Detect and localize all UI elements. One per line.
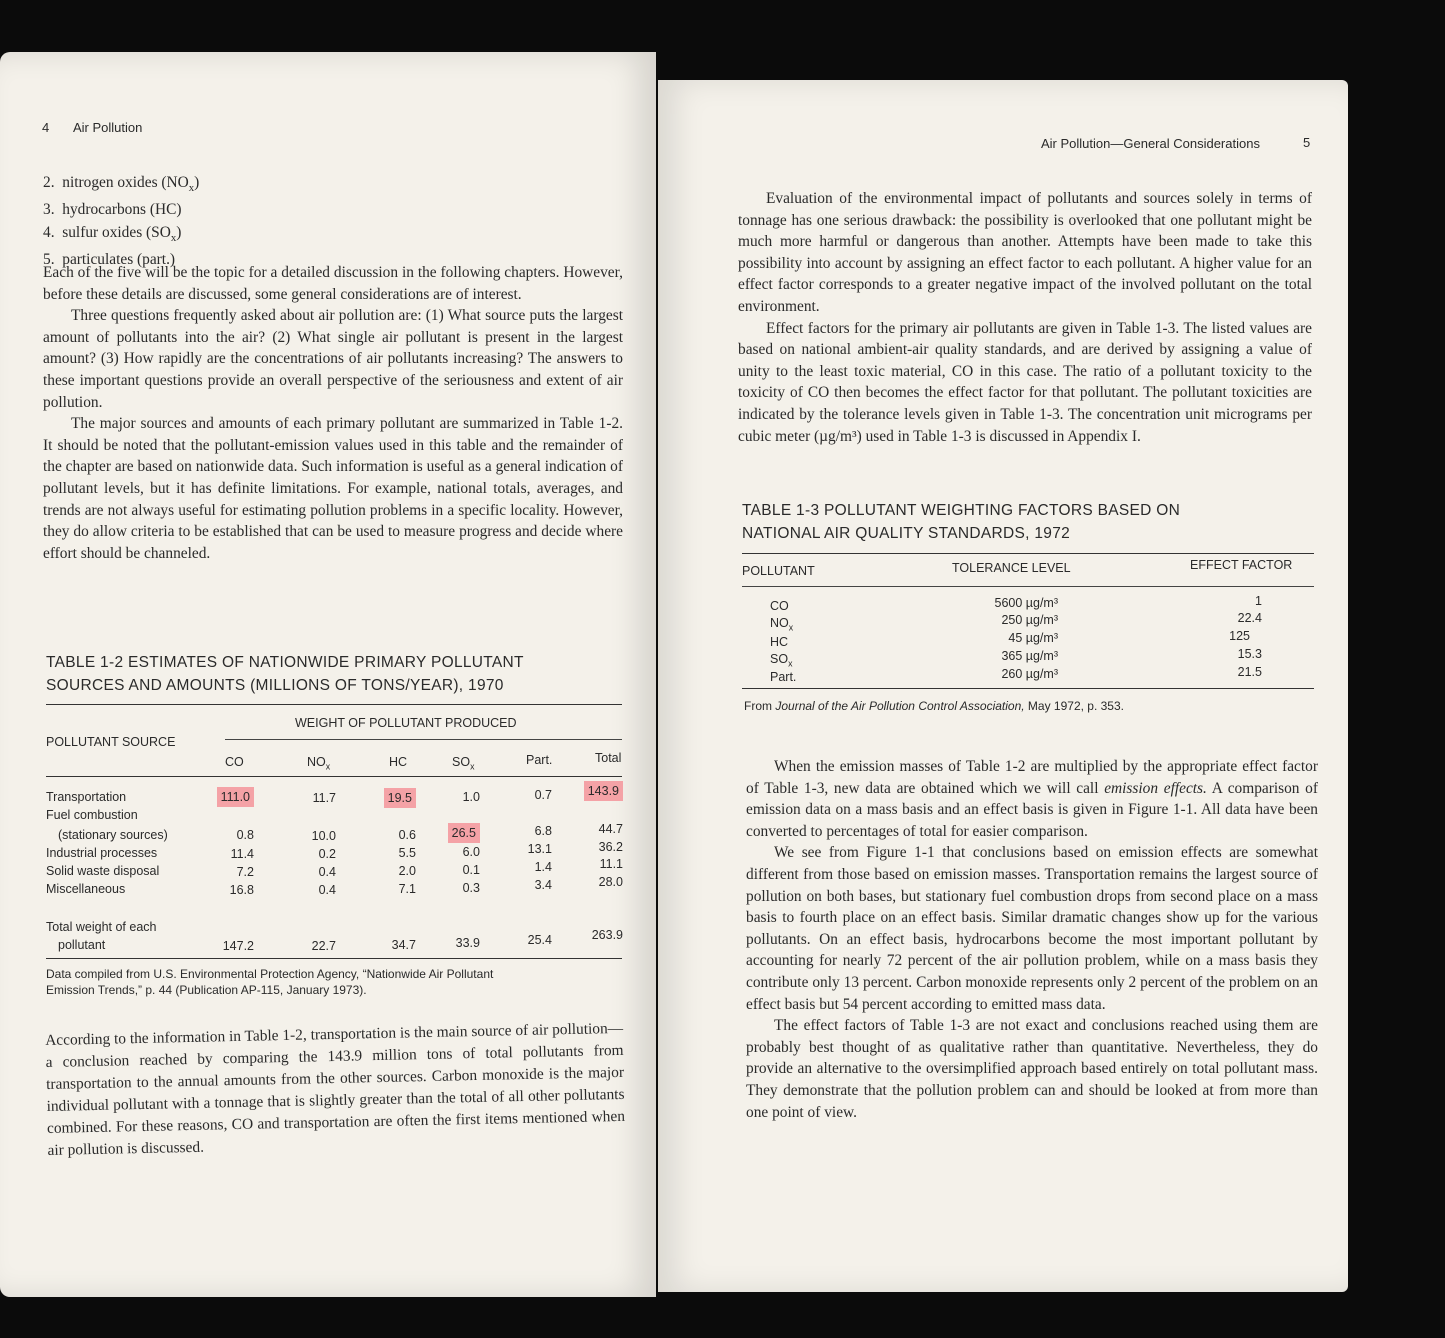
cell-industrial-sox: 6.0 — [462, 845, 480, 859]
total-nox: 22.7 — [311, 939, 336, 953]
cell-transport-total: 143.9 — [584, 784, 623, 798]
cell-misc-nox: 0.4 — [318, 883, 336, 897]
cell-waste-sox: 0.1 — [462, 863, 480, 877]
paragraph: We see from Figure 1-1 that conclusions based on emission effects are somewhat different from those based on emission masses. Transportation remains the largest source of pollution on both bases, but stationary fuel combustion drops from second place on a mass basis to fourth place on an effect basis. Similar dramatic changes show up for the various pollutants. On an effect basis, hydrocarbons become the most important pollutant by accounting for nearly 72 percent of the air pollution problem, while on a mass basis they contribute only 13 percent. Carbon monoxide represents only 2 percent of the problem on an effect basis but 54 percent according to emitted mass data. — [746, 844, 1318, 1013]
paragraph: According to the information in Table 1-2, transportation is the main source of air pollution—a conclusion reached by comparing the 143.9 million tons of total pollutants from transportation to the annual amounts from the other sources. Carbon monoxide is the major individual pollutant with a tonnage that is slightly greater than the total of all other pollutants combined. For these reasons, CO and transportation are often the first items mentioned when air pollution is discussed. — [45, 1019, 626, 1159]
table-1-3-caption-line1: TABLE 1-3 POLLUTANT WEIGHTING FACTORS BASED ON — [742, 502, 1181, 519]
col-header-sox: $SO_x$ — [452, 755, 475, 772]
list-item: 2. nitrogen oxides $(NO_x)$ — [43, 174, 200, 195]
table-1-3-source-note: From Journal of the Air Pollution Control Association, May 1972, p. 353. — [744, 699, 1124, 713]
cell-waste-hc: 2.0 — [398, 864, 416, 878]
right-body-top — [738, 188, 1312, 447]
pollutant-cell: $SO_x$ — [770, 652, 793, 669]
table-group-header: WEIGHT OF POLLUTANT PRODUCED — [295, 716, 517, 730]
paragraph: Each of the five will be the topic for a detailed discussion in the following chapters. However, before these details are discussed, some general considerations are of interest. — [43, 264, 623, 303]
table-1-2-source-note-line2: Emission Trends,” p. 44 (Publication AP-115, January 1973). — [46, 983, 367, 997]
left-running-head: Air Pollution — [73, 120, 143, 135]
table-top-rule — [46, 704, 622, 705]
group-header-rule — [225, 739, 622, 740]
col-header-part: Part. — [526, 753, 553, 767]
total-sox: 33.9 — [455, 936, 480, 950]
total-part: 25.4 — [527, 933, 552, 947]
right-running-head: Air Pollution—General Considerations — [1041, 136, 1260, 151]
cell-misc-part: 3.4 — [534, 878, 552, 892]
pollutant-cell: HC — [770, 635, 789, 649]
paragraph: Effect factors for the primary air pollutants are given in Table 1-3. The listed values are based on national ambient-air quality standards, and are derived by assigning a value of unity to the least toxic material, CO in this case. The ratio of a pollutant toxicity to the toxicity of CO then becomes the effect factor for that pollutant. The pollutant toxicities are indicated by the tolerance levels given in Table 1-3. The concentration unit micrograms per cubic meter (µg/m³) used in Table 1-3 is discussed in Appendix I. — [738, 319, 1312, 445]
table-1-3-header-rule — [742, 586, 1314, 587]
left-page — [0, 52, 656, 1297]
paragraph: Three questions frequently asked about air pollution are: (1) What source puts the largest amount of pollutants into the air? (2) What single air pollutant is present in the largest amount? (3) How rapidly are the concentrations of air pollutants increasing? The answers to these important questions provide an overall perspective of the seriousness and extent of air pollution. — [43, 307, 623, 411]
cell-stationary-co: 0.8 — [236, 828, 254, 842]
col-header-effect: EFFECT FACTOR — [1190, 558, 1293, 572]
paragraph: The effect factors of Table 1-3 are not exact and conclusions reached using them are probably best thought of as qualitative rather than quantitative. Nevertheless, they do provide an alternative to the oversimplified approach based entirely on total pollutant mass. They demonstrate that the pollution problem can and should be looked at from more than one point of view. — [746, 1017, 1318, 1121]
cell-stationary-hc: 0.6 — [398, 828, 416, 842]
tolerance-cell: 260 µg/m³ — [1001, 667, 1058, 681]
cell-misc-total: 28.0 — [598, 875, 623, 889]
total-total: 263.9 — [591, 928, 623, 942]
row-label: (stationary sources) — [58, 828, 168, 842]
cell-stationary-total: 44.7 — [598, 822, 623, 836]
effect-cell: 1 — [1255, 594, 1262, 608]
table-1-2-source-note-line1: Data compiled from U.S. Environmental Protection Agency, “Nationwide Air Pollutant — [46, 967, 494, 981]
effect-cell: 15.3 — [1237, 647, 1262, 661]
row-label: Fuel combustion — [46, 808, 138, 822]
paragraph: Evaluation of the environmental impact of pollutants and sources solely in terms of tonnage has one serious drawback: the possibility is overlooked that one pollutant might be much more harmful or dangerous than another. Attempts have been made to take this possibility into account by assigning an effect factor to each pollutant. A higher value for an effect factor corresponds to a greater negative impact of the involved pollutant on the total environment. — [738, 190, 1312, 315]
table-1-3-top-rule — [742, 553, 1314, 554]
table-source-header: POLLUTANT SOURCE — [46, 735, 176, 749]
cell-stationary-nox: 10.0 — [311, 829, 336, 843]
cell-industrial-nox: 0.2 — [318, 847, 336, 861]
table-1-3-caption-line2: NATIONAL AIR QUALITY STANDARDS, 1972 — [742, 525, 1071, 542]
col-header-pollutant: POLLUTANT — [742, 564, 815, 578]
cell-waste-part: 1.4 — [534, 860, 552, 874]
col-header-co: CO — [225, 755, 244, 769]
col-header-nox: $NO_x$ — [307, 755, 331, 772]
left-body-bottom — [45, 1018, 626, 1162]
row-label: Solid waste disposal — [46, 864, 160, 878]
total-hc: 34.7 — [391, 938, 416, 952]
paragraph: When the emission masses of Table 1-2 are multiplied by the appropriate effect factor of Table 1-3, new data are obtained which we will call emission effects. A comparison of emission data on a mass basis and an effect basis is given in Figure 1-1. All data have been converted to percentages of total for easier comparison. — [746, 758, 1319, 840]
cell-transport-hc: 19.5 — [384, 791, 416, 805]
total-label-line1: Total weight of each — [46, 920, 157, 934]
tolerance-cell: 5600 µg/m³ — [994, 596, 1058, 610]
list-item: 4. sulfur oxides $(SO_x)$ — [43, 223, 182, 244]
header-bottom-rule — [46, 776, 622, 777]
cell-industrial-total: 36.2 — [598, 840, 623, 854]
table-bottom-rule — [46, 958, 622, 959]
col-header-hc: HC — [389, 755, 408, 769]
total-label-line2: pollutant — [58, 938, 106, 952]
cell-industrial-co: 11.4 — [230, 847, 254, 861]
cell-transport-sox: 1.0 — [462, 790, 480, 804]
cell-stationary-sox: 26.5 — [448, 826, 480, 840]
list-item: 3. hydrocarbons (HC) — [43, 201, 182, 219]
col-header-total: Total — [595, 751, 622, 765]
cell-waste-co: 7.2 — [236, 865, 254, 879]
table-1-2-caption-line2: SOURCES AND AMOUNTS (MILLIONS OF TONS/YEAR), 1970 — [46, 677, 504, 694]
total-co: 147.2 — [222, 939, 254, 953]
row-label: Miscellaneous — [46, 882, 126, 896]
cell-transport-part: 0.7 — [534, 788, 552, 802]
left-body-top — [43, 262, 623, 564]
table-1-2-caption-line1: TABLE 1-2 ESTIMATES OF NATIONWIDE PRIMARY POLLUTANT — [46, 654, 524, 671]
pollutant-cell: CO — [770, 599, 789, 613]
effect-cell: 21.5 — [1237, 665, 1262, 679]
cell-waste-nox: 0.4 — [318, 865, 336, 879]
cell-waste-total: 11.1 — [599, 857, 623, 871]
cell-misc-co: 16.8 — [229, 883, 254, 897]
pollutant-cell: $NO_x$ — [770, 616, 794, 633]
right-page-number: 5 — [1303, 135, 1311, 150]
pollutant-list — [43, 172, 623, 272]
col-header-tolerance: TOLERANCE LEVEL — [952, 561, 1071, 575]
cell-industrial-part: 13.1 — [527, 842, 552, 856]
right-page — [658, 80, 1348, 1292]
tolerance-cell: 250 µg/m³ — [1001, 613, 1058, 627]
list-item: 5. particulates (part.) — [43, 251, 176, 269]
cell-transport-co: 111.0 — [217, 790, 254, 804]
tolerance-cell: 365 µg/m³ — [1001, 649, 1058, 663]
effect-cell: 22.4 — [1237, 611, 1262, 625]
tolerance-cell: 45 µg/m³ — [1008, 631, 1058, 645]
pollutant-cell: Part. — [770, 670, 797, 684]
right-body-bottom — [746, 756, 1318, 1123]
cell-misc-sox: 0.3 — [462, 881, 480, 895]
effect-cell: 125 — [1229, 629, 1250, 643]
table-1-3-bottom-rule — [742, 688, 1314, 689]
cell-transport-nox: 11.7 — [312, 791, 336, 805]
row-label: Industrial processes — [46, 846, 158, 860]
cell-industrial-hc: 5.5 — [398, 846, 416, 860]
paragraph: The major sources and amounts of each primary pollutant are summarized in Table 1-2. It should be noted that the pollutant-emission values used in this table and the remainder of the chapter are based on nationwide data. Such information is useful as a general indication of pollutant levels, but it has definite limitations. For example, national totals, averages, and trends are not always useful for estimating pollution problems in a specific locality. However, they do allow criteria to be established that can be used to measure progress and decide where effort should be channeled. — [43, 415, 623, 562]
left-page-number: 4 — [42, 120, 50, 135]
cell-stationary-part: 6.8 — [534, 824, 552, 838]
cell-misc-hc: 7.1 — [398, 882, 416, 896]
row-label: Transportation — [46, 790, 127, 804]
